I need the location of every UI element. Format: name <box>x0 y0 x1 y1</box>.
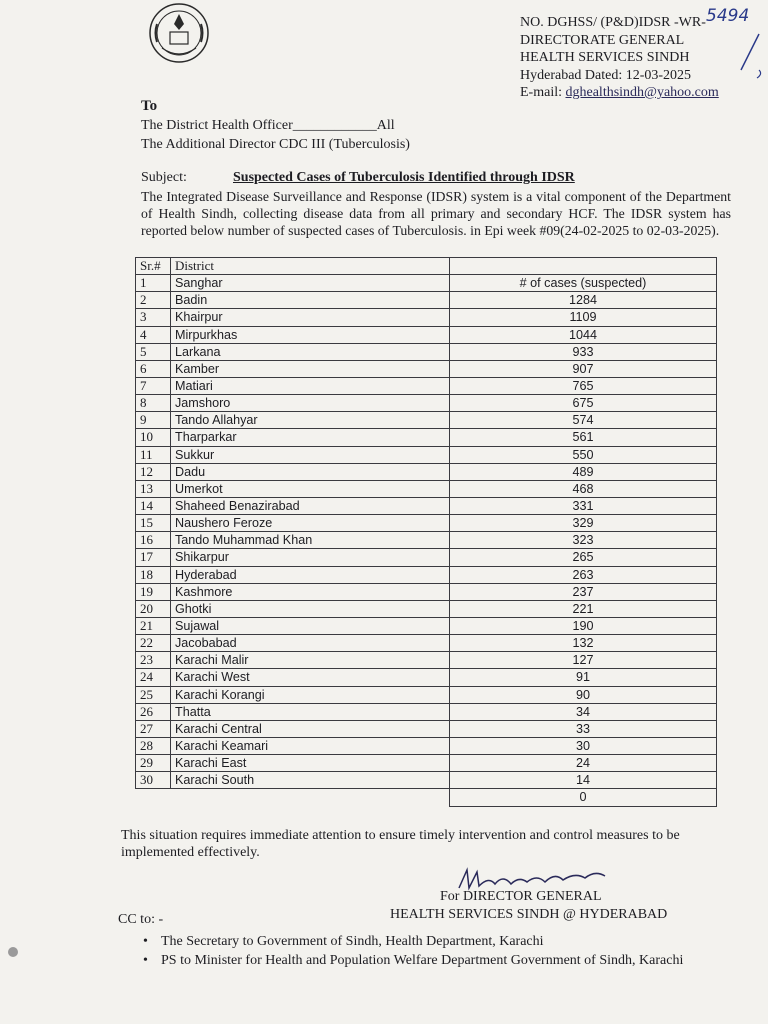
row-district: Badin <box>171 292 450 309</box>
row-district: Karachi South <box>171 772 450 789</box>
row-serial <box>136 789 171 806</box>
row-cases: # of cases (suspected) <box>450 275 717 292</box>
row-cases: 468 <box>450 480 717 497</box>
row-serial: 1 <box>136 275 171 292</box>
row-cases: 329 <box>450 515 717 532</box>
row-serial: 24 <box>136 669 171 686</box>
row-cases: 24 <box>450 755 717 772</box>
row-serial: 13 <box>136 480 171 497</box>
row-serial: 18 <box>136 566 171 583</box>
header-cases <box>450 258 717 275</box>
row-serial: 17 <box>136 549 171 566</box>
table-row <box>136 669 717 686</box>
row-serial: 14 <box>136 497 171 514</box>
row-serial: 23 <box>136 652 171 669</box>
row-cases: 263 <box>450 566 717 583</box>
table-body <box>136 275 717 806</box>
cc-list <box>143 932 683 970</box>
row-district: Karachi East <box>171 755 450 772</box>
row-district: Matiari <box>171 377 450 394</box>
row-cases: 265 <box>450 549 717 566</box>
subject-line <box>141 170 575 186</box>
row-cases: 132 <box>450 635 717 652</box>
letter-header <box>520 6 750 102</box>
row-cases: 34 <box>450 703 717 720</box>
row-cases: 90 <box>450 686 717 703</box>
row-serial: 2 <box>136 292 171 309</box>
row-serial: 25 <box>136 686 171 703</box>
recipient-line-2: The Additional Director CDC III (Tuberculosis) <box>141 137 410 152</box>
row-cases: 550 <box>450 446 717 463</box>
cc-label: CC to: - <box>118 912 164 927</box>
row-district: Jacobabad <box>171 635 450 652</box>
row-serial: 11 <box>136 446 171 463</box>
row-district: Thatta <box>171 703 450 720</box>
table-row <box>136 326 717 343</box>
table-row <box>136 275 717 292</box>
email-link[interactable]: dghealthsindh@yahoo.com <box>565 85 719 100</box>
row-cases: 190 <box>450 617 717 634</box>
margin-pen-mark <box>735 30 765 80</box>
row-district: Sanghar <box>171 275 450 292</box>
signature-office: HEALTH SERVICES SINDH @ HYDERABAD <box>390 907 668 922</box>
row-serial: 4 <box>136 326 171 343</box>
table-row <box>136 720 717 737</box>
row-district: Shaheed Benazirabad <box>171 497 450 514</box>
cc-item: • The Secretary to Government of Sindh, Health Department, Karachi <box>143 934 544 949</box>
table-row <box>136 600 717 617</box>
row-serial: 28 <box>136 737 171 754</box>
table-row <box>136 463 717 480</box>
closing-paragraph: This situation requires immediate attention to ensure timely intervention and control measures to be implemented effectively. <box>121 828 680 860</box>
row-cases: 14 <box>450 772 717 789</box>
row-serial: 15 <box>136 515 171 532</box>
row-serial: 22 <box>136 635 171 652</box>
row-district: Khairpur <box>171 309 450 326</box>
row-district: Karachi Central <box>171 720 450 737</box>
row-district: Kashmore <box>171 583 450 600</box>
table-row <box>136 429 717 446</box>
table-row <box>136 566 717 583</box>
table-row <box>136 395 717 412</box>
government-seal-icon <box>148 2 210 64</box>
table-row <box>136 772 717 789</box>
row-district: Karachi Korangi <box>171 686 450 703</box>
row-cases: 237 <box>450 583 717 600</box>
row-district: Shikarpur <box>171 549 450 566</box>
row-serial: 27 <box>136 720 171 737</box>
bullet-icon: • <box>143 953 148 968</box>
table-row <box>136 497 717 514</box>
row-district: Jamshoro <box>171 395 450 412</box>
row-district: Sukkur <box>171 446 450 463</box>
row-serial: 30 <box>136 772 171 789</box>
table-row <box>136 515 717 532</box>
row-serial: 9 <box>136 412 171 429</box>
punch-hole-mark <box>8 947 18 957</box>
header-sr: Sr.# <box>136 258 171 275</box>
row-serial: 3 <box>136 309 171 326</box>
signature-for-line: For DIRECTOR GENERAL <box>440 889 602 904</box>
row-district: Larkana <box>171 343 450 360</box>
table-header-row <box>136 258 717 275</box>
row-cases: 561 <box>450 429 717 446</box>
row-district: Mirpurkhas <box>171 326 450 343</box>
subject-label: Subject: <box>141 170 187 185</box>
table-row <box>136 377 717 394</box>
reference-number: NO. DGHSS/ (P&D)IDSR -WR- 5494 <box>520 6 750 30</box>
row-cases: 33 <box>450 720 717 737</box>
table-row <box>136 343 717 360</box>
row-serial: 5 <box>136 343 171 360</box>
row-district: Hyderabad <box>171 566 450 583</box>
row-serial: 8 <box>136 395 171 412</box>
cc-item: • PS to Minister for Health and Population Welfare Department Government of Sindh, Karachi <box>143 953 684 968</box>
table-row <box>136 686 717 703</box>
subject-text: Suspected Cases of Tuberculosis Identified through IDSR <box>233 170 575 185</box>
row-cases: 675 <box>450 395 717 412</box>
table-row <box>136 703 717 720</box>
row-district: Ghotki <box>171 600 450 617</box>
row-serial: 21 <box>136 617 171 634</box>
row-serial: 7 <box>136 377 171 394</box>
row-district: Tando Allahyar <box>171 412 450 429</box>
office-name-line2: HEALTH SERVICES SINDH <box>520 50 690 65</box>
bullet-icon: • <box>143 934 148 949</box>
row-cases: 127 <box>450 652 717 669</box>
row-cases: 1044 <box>450 326 717 343</box>
row-serial: 16 <box>136 532 171 549</box>
row-district <box>171 789 450 806</box>
letter-date: Hyderabad Dated: 12-03-2025 <box>520 67 692 83</box>
table-row <box>136 617 717 634</box>
row-cases: 221 <box>450 600 717 617</box>
row-cases: 1109 <box>450 309 717 326</box>
row-cases: 765 <box>450 377 717 394</box>
table-row <box>136 446 717 463</box>
row-cases: 91 <box>450 669 717 686</box>
row-cases: 323 <box>450 532 717 549</box>
row-district: Kamber <box>171 360 450 377</box>
row-cases: 331 <box>450 497 717 514</box>
row-serial: 20 <box>136 600 171 617</box>
to-label: To <box>141 98 158 114</box>
row-district: Tharparkar <box>171 429 450 446</box>
row-district: Karachi Keamari <box>171 737 450 754</box>
cases-table <box>135 257 717 807</box>
row-cases: 0 <box>450 789 717 806</box>
table-row <box>136 635 717 652</box>
row-serial: 19 <box>136 583 171 600</box>
table-row <box>136 737 717 754</box>
header-district: District <box>171 258 450 275</box>
table-row <box>136 755 717 772</box>
table-row <box>136 532 717 549</box>
reference-handwritten: 5494 <box>706 6 750 26</box>
table-row <box>136 309 717 326</box>
row-serial: 12 <box>136 463 171 480</box>
row-district: Tando Muhammad Khan <box>171 532 450 549</box>
row-cases: 30 <box>450 737 717 754</box>
row-serial: 10 <box>136 429 171 446</box>
row-cases: 574 <box>450 412 717 429</box>
table-row <box>136 360 717 377</box>
table-row <box>136 652 717 669</box>
row-cases: 1284 <box>450 292 717 309</box>
email-line: E-mail: dghealthsindh@yahoo.com <box>520 85 719 100</box>
row-district: Sujawal <box>171 617 450 634</box>
table-row <box>136 549 717 566</box>
row-district: Naushero Feroze <box>171 515 450 532</box>
intro-paragraph: The Integrated Disease Surveillance and Response (IDSR) system is a vital component of the Department of Health Sindh, collecting disease data from all primary and secondary HCF. The IDSR system has reported below number of suspected cases of Tuberculosis. in Epi week #09(24-02-2025 to 02-03-2025). <box>141 189 731 238</box>
row-serial: 26 <box>136 703 171 720</box>
table-row <box>136 292 717 309</box>
row-cases: 933 <box>450 343 717 360</box>
office-name-line1: DIRECTORATE GENERAL <box>520 32 685 48</box>
row-district: Karachi West <box>171 669 450 686</box>
table-row <box>136 480 717 497</box>
row-district: Dadu <box>171 463 450 480</box>
row-district: Karachi Malir <box>171 652 450 669</box>
row-district: Umerkot <box>171 480 450 497</box>
table-row <box>136 583 717 600</box>
row-serial: 6 <box>136 360 171 377</box>
row-cases: 489 <box>450 463 717 480</box>
table-row <box>136 789 717 806</box>
row-cases: 907 <box>450 360 717 377</box>
row-serial: 29 <box>136 755 171 772</box>
table-row <box>136 412 717 429</box>
recipient-line-1: The District Health Officer____________All <box>141 118 395 133</box>
